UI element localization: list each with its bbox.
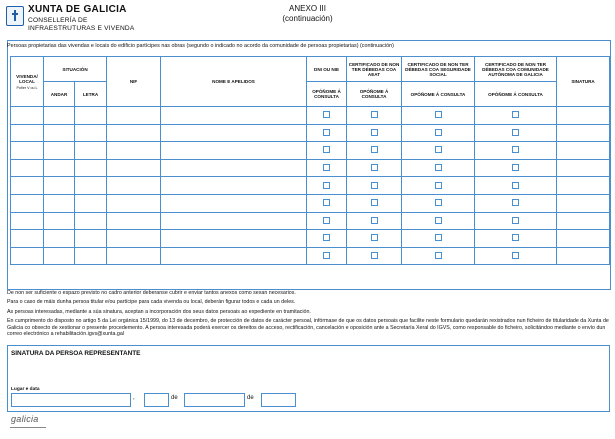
cell-comunidade-galicia — [475, 212, 557, 230]
input-cell[interactable] — [161, 230, 307, 248]
cell-aeat — [347, 230, 402, 248]
col-header-letra: LETRA — [75, 82, 107, 107]
input-cell[interactable] — [107, 247, 161, 265]
oponme-checkbox-comunidade-galicia[interactable] — [512, 252, 519, 259]
oponme-checkbox-aeat[interactable] — [371, 252, 378, 259]
input-cell[interactable] — [75, 159, 107, 177]
table-row — [11, 247, 610, 265]
input-cell[interactable] — [161, 142, 307, 160]
oponme-checkbox-dni[interactable] — [323, 199, 330, 206]
cell-comunidade-galicia — [475, 177, 557, 195]
col-header-vivenda-note: Poñer V ou L — [16, 85, 38, 90]
cell-dni — [307, 247, 347, 265]
oponme-checkbox-comunidade-galicia[interactable] — [512, 111, 519, 118]
col-header-nome: NOME E APELIDOS — [161, 57, 307, 107]
oponme-checkbox-dni[interactable] — [323, 217, 330, 224]
comma-separator: , — [133, 395, 135, 401]
oponme-checkbox-aeat[interactable] — [371, 164, 378, 171]
input-cell[interactable] — [161, 247, 307, 265]
annex-subtitle: (continuación) — [282, 14, 333, 23]
oponme-checkbox-dni[interactable] — [323, 234, 330, 241]
cell-comunidade-galicia — [475, 142, 557, 160]
table-row — [11, 142, 610, 160]
cell-dni — [307, 194, 347, 212]
oponme-checkbox-comunidade-galicia[interactable] — [512, 146, 519, 153]
cell-aeat — [347, 159, 402, 177]
owners-table — [10, 56, 610, 265]
signature-title: SINATURA DA PERSOA REPRESENTANTE — [11, 350, 141, 357]
input-cell[interactable] — [11, 107, 44, 125]
input-cell[interactable] — [11, 194, 44, 212]
oponme-seguridade-social: OPÓÑOME Á CONSULTA — [402, 82, 475, 107]
oponme-checkbox-seguridade-social[interactable] — [435, 164, 442, 171]
oponme-checkbox-comunidade-galicia[interactable] — [512, 129, 519, 136]
col-header-seguridade-social: CERTIFICADO DE NON TER DÉBEDAS COA SEGURIDADE SOCIAL — [402, 57, 475, 82]
input-cell[interactable] — [75, 212, 107, 230]
col-header-aeat: CERTIFICADO DE NON TER DÉBEDAS COA AEAT — [347, 57, 402, 82]
table-row — [11, 159, 610, 177]
input-cell[interactable] — [557, 107, 610, 125]
cell-aeat — [347, 107, 402, 125]
cell-aeat — [347, 247, 402, 265]
oponme-checkbox-seguridade-social[interactable] — [435, 217, 442, 224]
input-cell[interactable] — [11, 177, 44, 195]
oponme-aeat: OPÓÑOME Á CONSULTA — [347, 82, 402, 107]
input-cell[interactable] — [44, 107, 75, 125]
input-cell[interactable] — [557, 230, 610, 248]
note-3: As persoas interesadas, mediante a súa sinatura, aceptan a incorporación dos seus datos persoais ao expediente en tramitación. — [7, 308, 311, 315]
input-cell[interactable] — [44, 212, 75, 230]
input-cell[interactable] — [44, 142, 75, 160]
cell-seguridade-social — [402, 107, 475, 125]
col-header-dni: DNI OU NIE — [307, 57, 347, 82]
table-row — [11, 124, 610, 142]
galicia-logo: galicia — [11, 414, 39, 424]
year-input[interactable] — [261, 393, 296, 407]
org-subtitle-line-1: CONSELLERÍA DE — [28, 17, 88, 24]
cell-comunidade-galicia — [475, 159, 557, 177]
cell-comunidade-galicia — [475, 230, 557, 248]
oponme-comunidade-galicia: OPÓÑOME Á CONSULTA — [475, 82, 557, 107]
oponme-checkbox-comunidade-galicia[interactable] — [512, 199, 519, 206]
month-input[interactable] — [184, 393, 245, 407]
input-cell[interactable] — [75, 230, 107, 248]
cell-comunidade-galicia — [475, 124, 557, 142]
notes — [7, 290, 609, 341]
de-separator-2: de — [247, 395, 254, 401]
input-cell[interactable] — [75, 107, 107, 125]
oponme-checkbox-aeat[interactable] — [371, 182, 378, 189]
input-cell[interactable] — [107, 212, 161, 230]
oponme-checkbox-dni[interactable] — [323, 252, 330, 259]
input-cell[interactable] — [75, 142, 107, 160]
table-row — [11, 212, 610, 230]
input-cell[interactable] — [11, 159, 44, 177]
oponme-checkbox-seguridade-social[interactable] — [435, 111, 442, 118]
col-header-sinatura: SINATURA — [557, 57, 610, 107]
input-cell[interactable] — [557, 177, 610, 195]
input-cell[interactable] — [161, 124, 307, 142]
cell-aeat — [347, 194, 402, 212]
lugar-input[interactable] — [11, 393, 131, 407]
oponme-checkbox-seguridade-social[interactable] — [435, 199, 442, 206]
oponme-dni: OPÓÑOME Á CONSULTA — [307, 82, 347, 107]
input-cell[interactable] — [107, 177, 161, 195]
input-cell[interactable] — [44, 194, 75, 212]
input-cell[interactable] — [161, 194, 307, 212]
cell-dni — [307, 159, 347, 177]
input-cell[interactable] — [557, 247, 610, 265]
input-cell[interactable] — [161, 159, 307, 177]
input-cell[interactable] — [44, 159, 75, 177]
cell-seguridade-social — [402, 212, 475, 230]
org-subtitle-line-2: INFRAESTRUTURAS E VIVENDA — [28, 25, 135, 32]
cell-dni — [307, 142, 347, 160]
input-cell[interactable] — [44, 230, 75, 248]
table-row — [11, 230, 610, 248]
table-row — [11, 107, 610, 125]
input-cell[interactable] — [107, 159, 161, 177]
input-cell[interactable] — [11, 247, 44, 265]
table-row — [11, 194, 610, 212]
cell-aeat — [347, 212, 402, 230]
col-header-situacion: SITUACIÓN — [44, 57, 107, 82]
cell-aeat — [347, 177, 402, 195]
de-separator-1: de — [171, 395, 178, 401]
oponme-checkbox-dni[interactable] — [323, 164, 330, 171]
cell-seguridade-social — [402, 142, 475, 160]
note-data-protection: En cumprimento do disposto no artigo 5 da Lei orgánica 15/1999, do 13 de decembro, de protección de datos de carácter persoal, infórmase de que os datos persoais que facilite neste formulario quedarán rexistrados nun ficheiro de titularidade da Xunta de Galicia co obxecto de xestionar o presente procedemento. A persoa interesada poderá exercer os dereitos de acceso, rectificación, cancelación e oposición ante a Secretaría Xeral do IGVS, como responsable do ficheiro, solicitándoo mediante o envío dun correo electrónico a rehabilitación.igvs@xunta.gal — [7, 317, 609, 338]
day-input[interactable] — [144, 393, 169, 407]
oponme-checkbox-seguridade-social[interactable] — [435, 146, 442, 153]
input-cell[interactable] — [557, 124, 610, 142]
input-cell[interactable] — [44, 247, 75, 265]
cell-comunidade-galicia — [475, 247, 557, 265]
input-cell[interactable] — [75, 194, 107, 212]
input-cell[interactable] — [44, 124, 75, 142]
cell-dni — [307, 107, 347, 125]
cell-seguridade-social — [402, 124, 475, 142]
cell-seguridade-social — [402, 159, 475, 177]
lugar-data-label: Lugar e data — [11, 387, 40, 392]
oponme-checkbox-aeat[interactable] — [371, 146, 378, 153]
input-cell[interactable] — [557, 142, 610, 160]
oponme-checkbox-comunidade-galicia[interactable] — [512, 217, 519, 224]
cell-dni — [307, 230, 347, 248]
cell-dni — [307, 124, 347, 142]
oponme-checkbox-aeat[interactable] — [371, 129, 378, 136]
oponme-checkbox-comunidade-galicia[interactable] — [512, 182, 519, 189]
input-cell[interactable] — [557, 194, 610, 212]
oponme-checkbox-comunidade-galicia[interactable] — [512, 164, 519, 171]
cell-aeat — [347, 142, 402, 160]
cell-comunidade-galicia — [475, 194, 557, 212]
cell-seguridade-social — [402, 194, 475, 212]
oponme-checkbox-aeat[interactable] — [371, 217, 378, 224]
input-cell[interactable] — [107, 124, 161, 142]
col-header-vivenda: VIVENDA/ LOCAL Poñer V ou L — [11, 57, 44, 107]
cell-seguridade-social — [402, 230, 475, 248]
input-cell[interactable] — [107, 230, 161, 248]
input-cell[interactable] — [75, 124, 107, 142]
input-cell[interactable] — [75, 177, 107, 195]
col-header-andar: ANDAR — [44, 82, 75, 107]
col-header-nif: NIF — [107, 57, 161, 107]
input-cell[interactable] — [75, 247, 107, 265]
org-title: XUNTA DE GALICIA — [28, 4, 127, 15]
input-cell[interactable] — [161, 212, 307, 230]
cell-seguridade-social — [402, 247, 475, 265]
oponme-checkbox-dni[interactable] — [323, 182, 330, 189]
note-2: Para o caso de máis dunha persoa titular e/ou partícipe para cada vivenda ou local, deberán figurar todos e cada un deles. — [7, 299, 296, 306]
note-1: De non ser suficiente o espazo previsto no cadro anterior deberanse cubrir e enviar tantos anexos como sexan necesarios. — [7, 290, 296, 296]
oponme-checkbox-seguridade-social[interactable] — [435, 234, 442, 241]
input-cell[interactable] — [11, 212, 44, 230]
oponme-checkbox-dni[interactable] — [323, 146, 330, 153]
cell-comunidade-galicia — [475, 107, 557, 125]
input-cell[interactable] — [107, 194, 161, 212]
input-cell[interactable] — [557, 212, 610, 230]
table-caption: Persoas propietarias das vivendas e locais do edificio partícipes nas obras (segundo o indicado no acordo da comunidade de persoas propietarias) (continuación) — [7, 43, 394, 49]
cell-aeat — [347, 124, 402, 142]
annex-title: ANEXO III — [289, 4, 326, 13]
col-header-comunidade-galicia: CERTIFICADO DE NON TER DÉBEDAS COA COMUNIDADE AUTÓNOMA DE GALICIA — [475, 57, 557, 82]
input-cell[interactable] — [557, 159, 610, 177]
oponme-checkbox-aeat[interactable] — [371, 111, 378, 118]
oponme-checkbox-seguridade-social[interactable] — [435, 182, 442, 189]
cell-dni — [307, 212, 347, 230]
input-cell[interactable] — [107, 107, 161, 125]
oponme-checkbox-comunidade-galicia[interactable] — [512, 234, 519, 241]
input-cell[interactable] — [11, 230, 44, 248]
oponme-checkbox-dni[interactable] — [323, 129, 330, 136]
oponme-checkbox-aeat[interactable] — [371, 199, 378, 206]
cell-dni — [307, 177, 347, 195]
footer-logo-underline — [10, 427, 46, 428]
oponme-checkbox-seguridade-social[interactable] — [435, 129, 442, 136]
input-cell[interactable] — [107, 142, 161, 160]
table-row — [11, 177, 610, 195]
oponme-checkbox-seguridade-social[interactable] — [435, 252, 442, 259]
input-cell[interactable] — [44, 177, 75, 195]
cell-seguridade-social — [402, 177, 475, 195]
input-cell[interactable] — [11, 142, 44, 160]
input-cell[interactable] — [161, 177, 307, 195]
input-cell[interactable] — [161, 107, 307, 125]
oponme-checkbox-dni[interactable] — [323, 111, 330, 118]
input-cell[interactable] — [11, 124, 44, 142]
oponme-checkbox-aeat[interactable] — [371, 234, 378, 241]
